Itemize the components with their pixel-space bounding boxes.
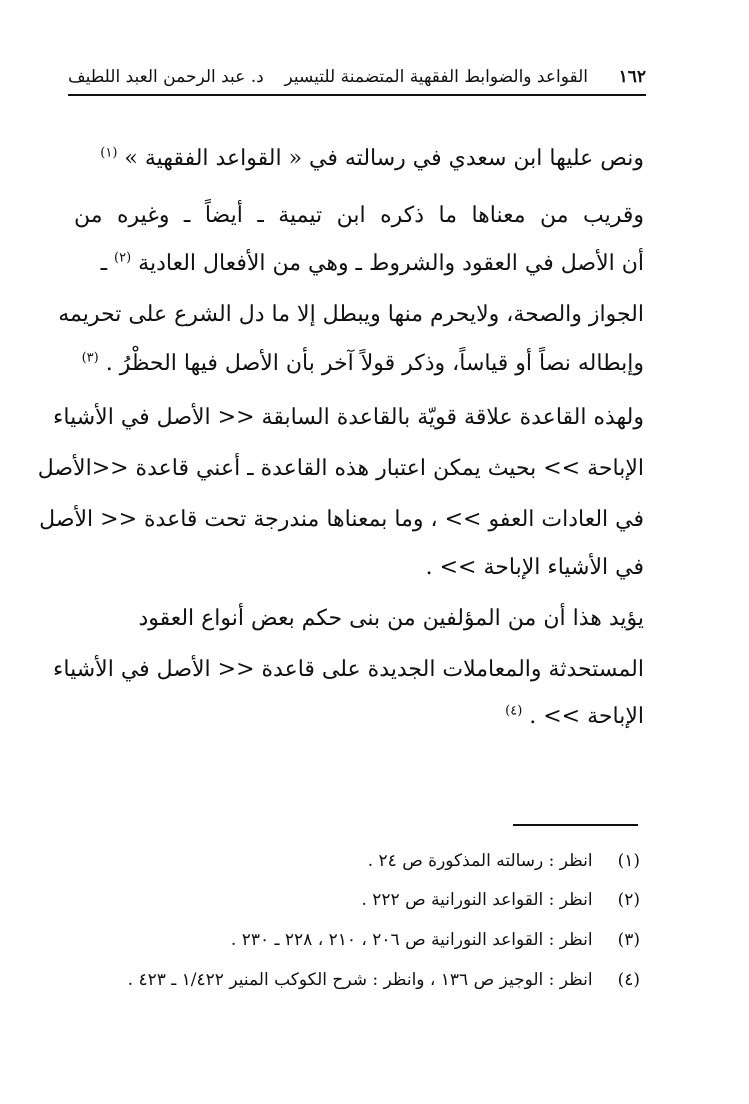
footnote-marker-1: (١) bbox=[100, 145, 118, 161]
body-line-2 bbox=[74, 196, 644, 236]
footnote-separator bbox=[513, 824, 638, 826]
footnote-marker-4: (٤) bbox=[505, 703, 523, 719]
author-name: د. عبد الرحمن العبد اللطيف bbox=[68, 67, 264, 87]
footnote-2-text: انظر : القواعد النورانية ص ٢٢٢ . bbox=[361, 890, 593, 910]
footnote-1-text: انظر : رسالته المذكورة ص ٢٤ . bbox=[367, 851, 593, 871]
footnote-3-number: (٣) bbox=[617, 930, 640, 950]
body-line-7-text: الإباحة >> بحيث يمكن اعتبار هذه القاعدة ـ أعني قاعدة <<الأصل bbox=[37, 456, 644, 481]
body-line-10-text: يؤيد هذا أن من المؤلفين من بنى حكم بعض أنواع العقود bbox=[138, 606, 644, 631]
body-line-2-text: وقريب من معناها ما ذكره ابن تيمية ـ أيضاً ـ وغيره من bbox=[74, 203, 644, 228]
footnote-1 bbox=[74, 846, 640, 876]
body-line-9-text: في الأشياء الإباحة >> . bbox=[425, 555, 644, 580]
body-line-4 bbox=[58, 295, 644, 335]
body-line-1-text: ونص عليها ابن سعدي في رسالته في « القواعد الفقهية » bbox=[124, 146, 644, 171]
footnote-3 bbox=[74, 925, 640, 955]
body-line-3 bbox=[74, 244, 644, 284]
body-line-6-text: ولهذه القاعدة علاقة قويّة بالقاعدة السابقة << الأصل في الأشياء bbox=[53, 405, 644, 430]
body-line-7 bbox=[37, 449, 644, 489]
body-line-9 bbox=[74, 548, 644, 588]
body-line-6 bbox=[53, 398, 644, 438]
footnote-1-number: (١) bbox=[617, 851, 640, 871]
footnote-4-number: (٤) bbox=[617, 970, 640, 990]
body-line-8-text: في العادات العفو >> ، وما بمعناها مندرجة تحت قاعدة << الأصل bbox=[39, 507, 644, 532]
body-line-8 bbox=[39, 500, 644, 540]
body-line-11-text: المستحدثة والمعاملات الجديدة على قاعدة << الأصل في الأشياء bbox=[53, 657, 644, 682]
body-line-10 bbox=[74, 599, 644, 639]
footnote-3-text: انظر : القواعد النورانية ص ٢٠٦ ، ٢١٠ ، ٢٢٨ ـ ٢٣٠ . bbox=[230, 930, 593, 950]
footnote-2 bbox=[74, 885, 640, 915]
body-line-3-dash: ـ bbox=[100, 251, 108, 276]
header-rule bbox=[68, 94, 646, 96]
body-line-3-text: أن الأصل في العقود والشروط ـ وهي من الأفعال العادية bbox=[138, 251, 644, 276]
body-line-11 bbox=[53, 650, 644, 690]
footnote-marker-3: (٣) bbox=[81, 350, 99, 366]
body-line-5-text: وإبطاله نصاً أو قياساً، وذكر قولاً آخر بأن الأصل فيها الحظْرُ . bbox=[105, 351, 644, 376]
footnote-marker-2: (٢) bbox=[114, 250, 132, 266]
footnote-4 bbox=[74, 965, 640, 995]
footnote-4-text: انظر : الوجيز ص ١٣٦ ، وانظر : شرح الكوكب المنير ١/٤٢٢ ـ ٤٢٣ . bbox=[127, 970, 593, 990]
footnote-2-number: (٢) bbox=[617, 890, 640, 910]
running-header bbox=[68, 62, 646, 92]
body-line-1 bbox=[74, 139, 644, 179]
book-title: القواعد والضوابط الفقهية المتضمنة للتيسير bbox=[284, 67, 588, 87]
body-line-4-text: الجواز والصحة، ولايحرم منها ويبطل إلا ما دل الشرع على تحريمه bbox=[58, 302, 644, 327]
body-line-12 bbox=[74, 697, 644, 737]
body-line-12-text: الإباحة >> . bbox=[529, 704, 644, 729]
body-line-5 bbox=[74, 344, 644, 384]
page-number: ١٦٢ bbox=[618, 67, 646, 87]
